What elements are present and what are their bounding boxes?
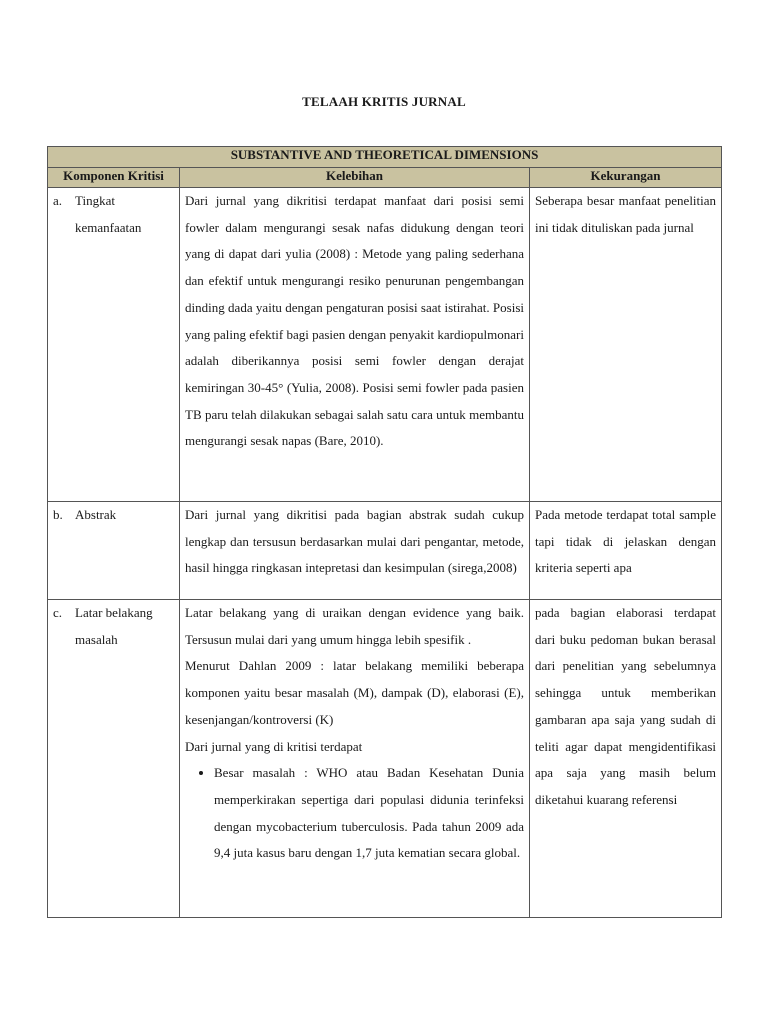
column-header-weaknesses: Kekurangan	[530, 168, 722, 188]
section-header: SUBSTANTIVE AND THEORETICAL DIMENSIONS	[48, 147, 722, 168]
weaknesses-cell: Pada metode terdapat total sample tapi tidak di jelaskan dengan kriteria seperti apa	[530, 502, 722, 600]
component-cell	[48, 188, 180, 502]
component-cell	[48, 502, 180, 600]
strengths-cell: Dari jurnal yang dikritisi pada bagian abstrak sudah cukup lengkap dan tersusun berdasarkan mulai dari pengantar, metode, hasil hingga ringkasan intepretasi dan kesimpulan (sirega,2008)	[180, 502, 530, 600]
document-title: TELAAH KRITIS JURNAL	[302, 94, 466, 109]
column-header-row	[48, 168, 722, 188]
strengths-paragraph: Dari jurnal yang di kritisi terdapat	[185, 738, 363, 754]
row-letter: c.	[53, 605, 63, 620]
strengths-cell: Dari jurnal yang dikritisi terdapat manfaat dari posisi semi fowler dalam mengurangi sesak nafas didukung dengan teori yang di dapat dari yulia (2008) : Metode yang paling sederhana dan efektif untuk mengurangi resiko penurunan pengembangan dinding dada yaitu dengan pengaturan posisi saat istirahat. Posisi yang paling efektif bagi pasien dengan penyakit kardiopulmonari adalah diberikannya posisi semi fowler dengan derajat kemiringan 30-45° (Yulia, 2008). Posisi semi fowler pada pasien TB paru telah dilakukan sebagai salah satu cara untuk membantu mengurangi sesak napas (Bare, 2010).	[180, 188, 530, 502]
weaknesses-cell: Seberapa besar manfaat penelitian ini tidak dituliskan pada jurnal	[530, 188, 722, 502]
component-name: Latar belakang masalah	[75, 605, 153, 647]
weaknesses-cell: pada bagian elaborasi terdapat dari buku pedoman bukan berasal dari penelitian yang sebelumnya sehingga untuk memberikan gambaran apa saja yang sudah di teliti agar dapat mengidentifikasi apa saja yang masih belum diketahui kuarang referensi	[530, 600, 722, 918]
table-row	[48, 600, 722, 918]
bullet-list	[185, 760, 524, 861]
row-letter: b.	[53, 507, 63, 522]
component-name: Tingkat kemanfaatan	[75, 193, 142, 235]
component-name: Abstrak	[75, 507, 117, 522]
strengths-cell	[180, 600, 530, 918]
section-header-row	[48, 147, 722, 168]
strengths-paragraph: Latar belakang yang di uraikan dengan evidence yang baik. Tersusun mulai dari yang umum hingga lebih spesifik .	[185, 605, 524, 647]
row-letter: a.	[53, 193, 63, 208]
column-header-strengths: Kelebihan	[180, 168, 530, 188]
column-header-component: Komponen Kritisi	[48, 168, 180, 188]
component-cell	[48, 600, 180, 918]
critique-table	[47, 146, 722, 918]
strengths-paragraph: Menurut Dahlan 2009 : latar belakang memiliki beberapa komponen yaitu besar masalah (M), dampak (D), elaborasi (E), kesenjangan/kontroversi (K)	[185, 658, 524, 727]
table-row	[48, 188, 722, 502]
list-item: • Besar masalah : WHO atau Badan Kesehatan Dunia memperkirakan sepertiga dari populasi didunia terinfeksi dengan mycobacterium tuberculosis. Pada tahun 2009 ada 9,4 juta kasus baru dengan 1,7 juta kematian secara global.	[214, 760, 524, 840]
table-row	[48, 502, 722, 600]
